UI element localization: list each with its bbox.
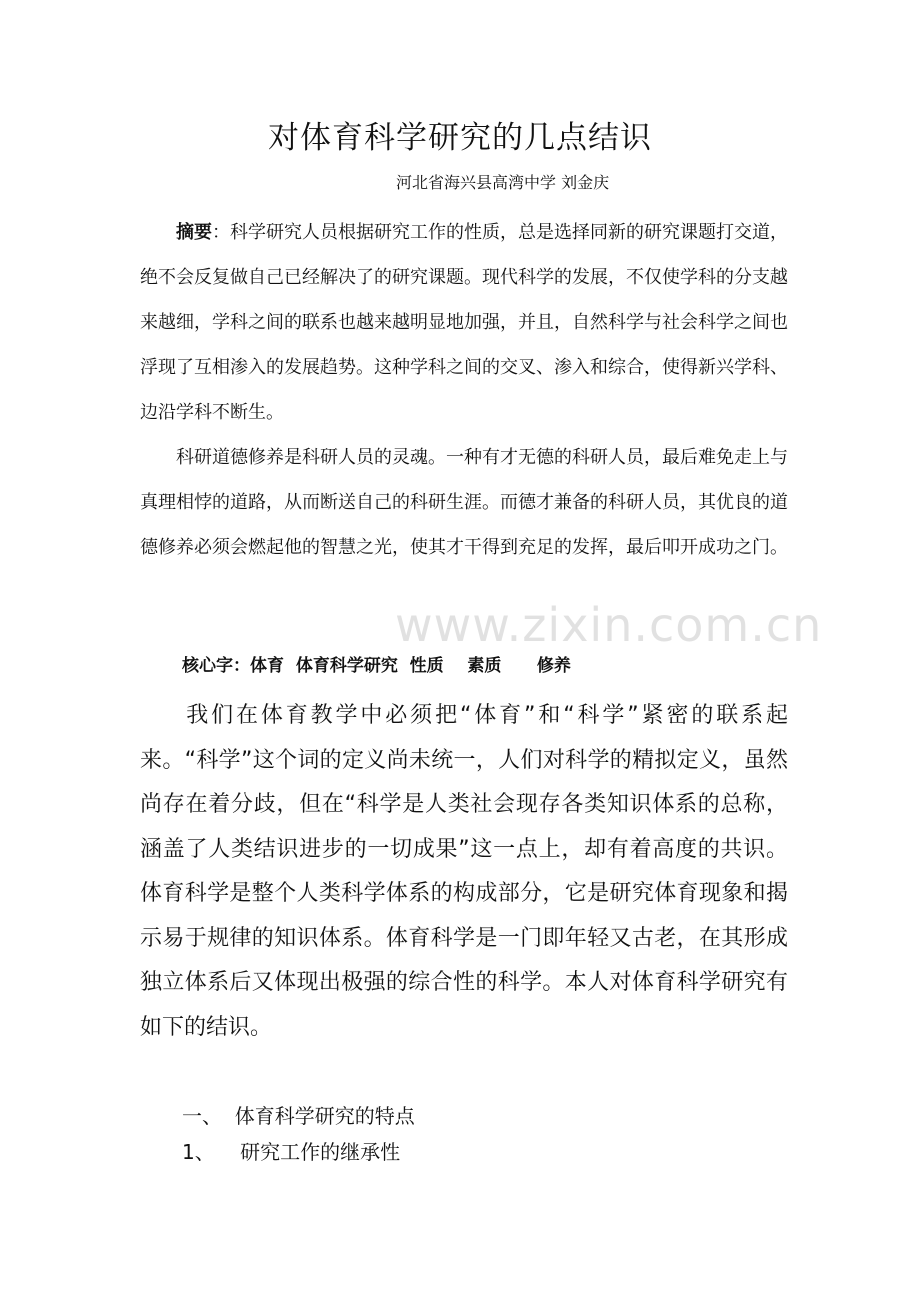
abstract-label: 摘要 bbox=[176, 222, 212, 243]
document-title: 对体育科学研究的几点结识 bbox=[268, 120, 652, 156]
watermark: www.zixin.com.cn bbox=[395, 598, 823, 652]
body-paragraph: 我们在体育教学中必须把“体育”和“科学”紧密的联系起来。“科学”这个词的定义尚未统一，人们对科学的精拟定义，虽然尚存在着分歧，但在“科学是人类社会现存各类知识体系的总称，涵盖了人类结识进步的一切成果”这一点上，却有着高度的共识。体育科学是整个人类科学体系的构成部分，它是研究体育现象和揭示易于规律的知识体系。体育科学是一门即年轻又古老，在其形成独立体系后又体现出极强的综合性的科学。本人对体育科学研究有如下的结识。 bbox=[140, 703, 788, 1040]
abstract-section bbox=[140, 210, 788, 570]
author-byline: 河北省海兴县高湾中学 刘金庆 bbox=[396, 173, 610, 192]
keywords-line: 核心字：体育 体育科学研究 性质 素质 修养 bbox=[182, 656, 571, 676]
abstract-paragraph-1 bbox=[140, 210, 788, 435]
abstract-paragraph-2: 科研道德修养是科研人员的灵魂。一种有才无德的科研人员，最后难免走上与真理相悖的道路，从而断送自己的科研生涯。而德才兼备的科研人员，其优良的道德修养必须会燃起他的智慧之光，使其才干得到充足的发挥，最后叩开成功之门。 bbox=[140, 447, 788, 558]
body-section bbox=[140, 694, 788, 1050]
section-heading: 一、 体育科学研究的特点 bbox=[182, 1104, 415, 1128]
abstract-text-1: ：科学研究人员根据研究工作的性质，总是选择同新的研究课题打交道，绝不会反复做自己已经解决了的研究课题。现代科学的发展，不仅使学科的分支越来越细，学科之间的联系也越来越明显地加强，并且，自然科学与社会科学之间也浮现了互相渗入的发展趋势。这种学科之间的交叉、渗入和综合，使得新兴学科、边沿学科不断生。 bbox=[140, 222, 788, 423]
subsection-heading: 1、 研究工作的继承性 bbox=[182, 1140, 401, 1164]
